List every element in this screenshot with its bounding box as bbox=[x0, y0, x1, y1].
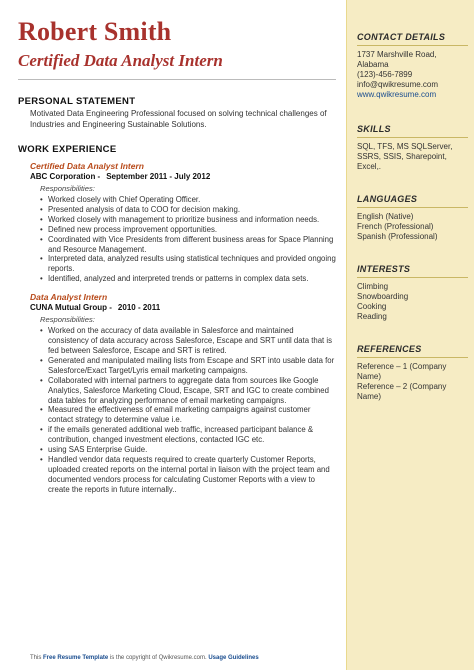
contact-email[interactable]: info@qwikresume.com bbox=[357, 80, 439, 89]
personal-statement-text: Motivated Data Engineering Professional focused on solving technical challenges of Industries and Engineering Sustainable Solutions. bbox=[30, 109, 327, 129]
list-item: • Coordinated with Vice Presidents from different business areas for Space Planning and Resource Management. bbox=[48, 235, 336, 255]
list-item: • Interpreted data, analyzed results using statistical techniques and provided ongoing reports. bbox=[48, 254, 336, 274]
work-experience-heading: WORK EXPERIENCE bbox=[18, 144, 117, 155]
interest-item: Climbing bbox=[357, 282, 389, 291]
job-entry bbox=[18, 292, 336, 494]
interests-heading: INTERESTS bbox=[357, 264, 468, 278]
interest-item: Reading bbox=[357, 312, 387, 321]
header-divider bbox=[18, 79, 336, 80]
contact-section bbox=[357, 32, 468, 100]
reference-item: Name) bbox=[357, 372, 382, 381]
footer-prefix: This bbox=[30, 655, 44, 661]
reference-item: Name) bbox=[357, 392, 382, 401]
list-item: • if the emails generated additional web traffic, increased participant balance & contribution, changed investment elections, contacted IGC etc. bbox=[48, 425, 336, 445]
job-title: Data Analyst Intern bbox=[30, 292, 108, 303]
skills-line: SSRS, SSIS, Sharepoint, bbox=[357, 152, 447, 161]
languages-heading: LANGUAGES bbox=[357, 194, 468, 208]
list-item: • Presented analysis of data to COO for decision making. bbox=[48, 205, 336, 215]
contact-website[interactable]: www.qwikresume.com bbox=[357, 90, 437, 99]
job-dates: September 2011 - July 2012 bbox=[106, 172, 211, 181]
usage-guidelines-link[interactable]: Usage Guidelines bbox=[208, 655, 259, 661]
language-item: French (Professional) bbox=[357, 222, 434, 231]
list-item: • Defined new process improvement opportunities. bbox=[48, 225, 336, 235]
job-company: CUNA Mutual Group - bbox=[30, 303, 112, 313]
list-item: • Handled vendor data requests required to create quarterly Customer Reports, uploaded created reports on the internal portal in liaison with the project team and documented vendors process for calculating Customer Reports with a view to create the reports in future internally.. bbox=[48, 455, 336, 495]
job-entry bbox=[18, 161, 336, 284]
reference-item: Reference – 2 (Company bbox=[357, 382, 447, 391]
languages-section bbox=[357, 194, 468, 242]
candidate-title: Certified Data Analyst Intern bbox=[18, 51, 223, 70]
language-item: Spanish (Professional) bbox=[357, 232, 438, 241]
list-item: • Collaborated with internal partners to aggregate data from sources like Google Analytics, Salesforce Marketing Cloud, Escape, SRT and IGC to create combined data tables for analyzing performance of email marketing campaigns. bbox=[48, 376, 336, 406]
skills-section bbox=[357, 124, 468, 172]
interest-item: Cooking bbox=[357, 302, 387, 311]
interests-section bbox=[357, 264, 468, 322]
language-item: English (Native) bbox=[357, 212, 414, 221]
responsibilities-label: Responsibilities: bbox=[40, 184, 95, 193]
footer-middle: is the copyright of Qwikresume.com. bbox=[108, 655, 209, 661]
job-company: ABC Corporation - bbox=[30, 172, 101, 181]
personal-statement-heading: PERSONAL STATEMENT bbox=[18, 96, 136, 107]
interest-item: Snowboarding bbox=[357, 292, 409, 301]
job-company-line bbox=[18, 303, 336, 313]
list-item: • Worked closely with management to prioritize business and information needs. bbox=[48, 215, 336, 225]
contact-state: Alabama bbox=[357, 60, 389, 69]
job-title: Certified Data Analyst Intern bbox=[30, 161, 144, 171]
responsibilities-label: Responsibilities: bbox=[40, 315, 95, 325]
skills-line: Excel,. bbox=[357, 162, 382, 171]
candidate-name: Robert Smith bbox=[18, 17, 172, 46]
reference-item: Reference – 1 (Company bbox=[357, 362, 447, 371]
list-item: • Worked on the accuracy of data available in Salesforce and maintained consistency of data accuracy across Salesforce, Escape and SRT until data that is fed between Salesforce, Escape and SRT is retired. bbox=[48, 326, 336, 356]
sidebar bbox=[346, 0, 474, 670]
list-item: • Measured the effectiveness of email marketing campaigns against customer contact strategy to determine value i.e. bbox=[48, 405, 336, 425]
list-item: • using SAS Enterprise Guide. bbox=[48, 445, 336, 455]
list-item: • Worked closely with Chief Operating Officer. bbox=[48, 195, 336, 205]
skills-line: SQL, TFS, MS SQLServer, bbox=[357, 142, 453, 151]
skills-heading: SKILLS bbox=[357, 124, 468, 138]
responsibilities-list bbox=[18, 195, 336, 284]
contact-phone: (123)-456-7899 bbox=[357, 70, 413, 79]
references-heading: REFERENCES bbox=[357, 344, 468, 358]
contact-address-line: 1737 Marshville Road, bbox=[357, 50, 437, 59]
contact-heading: CONTACT DETAILS bbox=[357, 32, 468, 46]
list-item: • Identified, analyzed and interpreted trends or patterns in complex data sets. bbox=[48, 274, 336, 284]
free-resume-template-link[interactable]: Free Resume Template bbox=[43, 655, 109, 661]
copyright-footer bbox=[30, 654, 340, 662]
references-section bbox=[357, 344, 468, 402]
list-item: • Generated and manipulated mailing lists from Escape and SRT into usable data for Salesforce/Exact Target/Lyris email marketing campaigns. bbox=[48, 356, 336, 376]
job-dates: 2010 - 2011 bbox=[117, 303, 161, 313]
responsibilities-list bbox=[18, 326, 336, 494]
job-company-line bbox=[18, 172, 336, 182]
